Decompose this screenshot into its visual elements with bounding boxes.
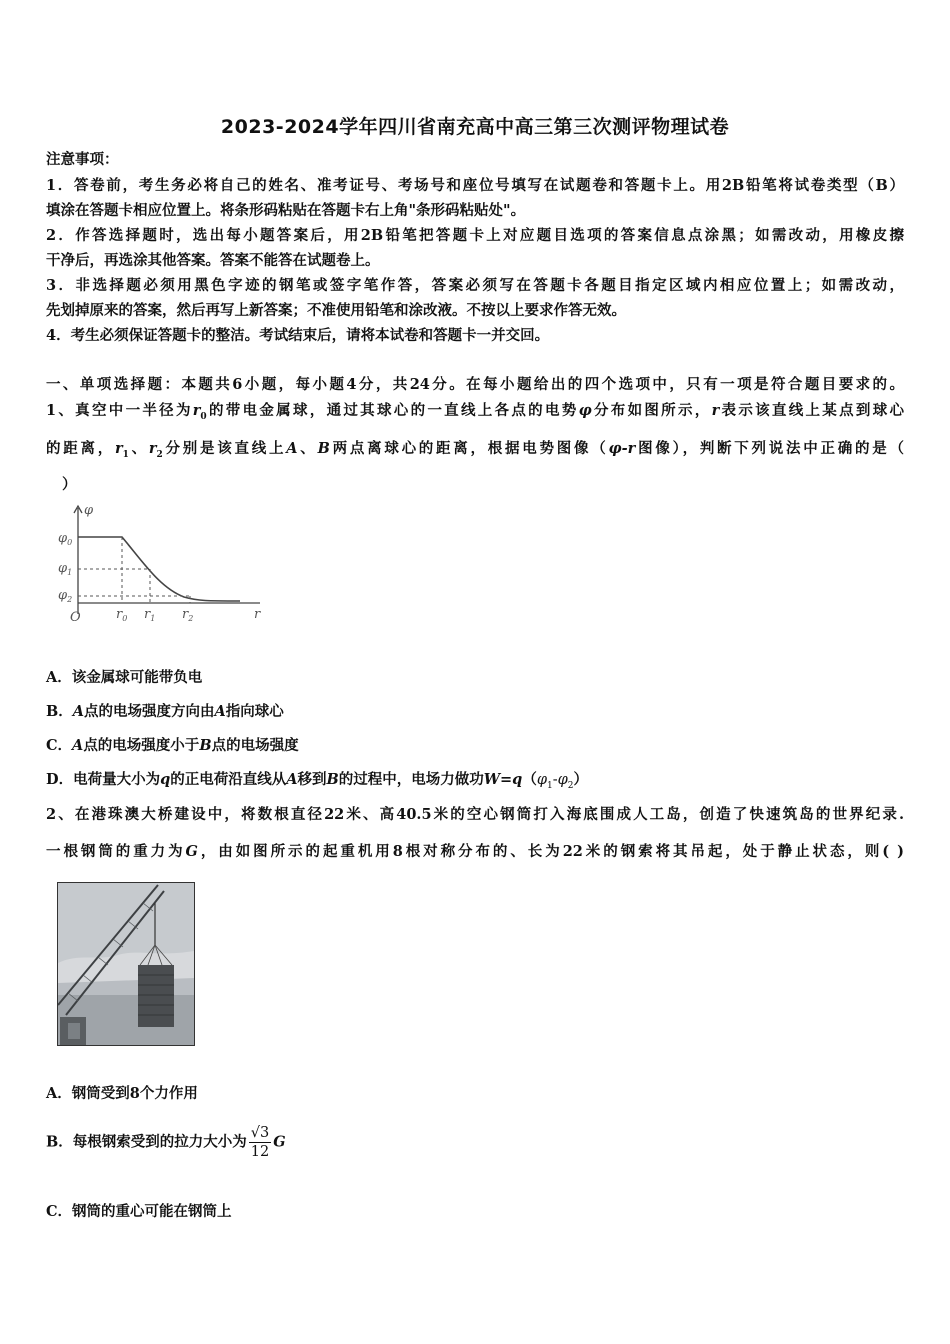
fraction: $\frac{√3}{12}$ [250, 1125, 270, 1160]
notice-line: 1．答卷前，考生务必将自己的姓名、准考证号、考场号和座位号填写在试题卷和答题卡上。用2B铅笔将试卷类型（B） [46, 177, 904, 194]
question-1-stem: ） [62, 476, 77, 493]
r0-label: $r_0$ [116, 607, 128, 623]
r1-label: $r_1$ [144, 607, 156, 623]
q2-option-b: B．每根钢索受到的拉力大小为 $\frac{√3}{12}$ G [46, 1125, 286, 1160]
q1-option-a: A．该金属球可能带负电 [46, 669, 203, 686]
notice-line: 干净后，再选涂其他答案。答案不能答在试题卷上。 [46, 252, 380, 269]
q1-option-d: D．电荷量大小为q的正电荷沿直线从A移到B的过程中，电场力做功$W=q(\varphi_1-\varphi_2)$ [46, 771, 589, 791]
q1-option-c: C．A点的电场强度小于B点的电场强度 [46, 737, 299, 754]
crane-photo [57, 882, 195, 1046]
r2-label: $r_2$ [182, 607, 194, 623]
origin-label: O [70, 610, 81, 625]
q2-option-c: C．钢筒的重心可能在钢筒上 [46, 1203, 232, 1220]
question-2-stem: 2、在港珠澳大桥建设中，将数根直径22米、高40.5米的空心钢筒打入海底围成人工岛，创造了快速筑岛的世界纪录. [46, 806, 904, 823]
section-heading: 一、单项选择题：本题共6小题，每小题4分，共24分。在每小题给出的四个选项中，只有一项是符合题目要求的。 [46, 376, 904, 393]
question-1-stem: 1、真空中一半径为$r_0$的带电金属球，通过其球心的一直线上各点的电势φ分布如图所示，r表示该直线上某点到球心 [46, 402, 905, 422]
phi-r-graph [48, 500, 276, 630]
phi1-label: $\varphi_1$ [58, 561, 73, 577]
q1-option-b: B．A点的电场强度方向由A指向球心 [46, 703, 284, 720]
notice-line: 2．作答选择题时，选出每小题答案后，用2B铅笔把答题卡上对应题目选项的答案信息点涂黑；如需改动，用橡皮擦 [46, 227, 904, 244]
notice-line: 填涂在答题卡相应位置上。将条形码粘贴在答题卡右上角"条形码粘贴处"。 [46, 202, 526, 219]
notice-line: 3．非选择题必须用黑色字迹的钢笔或签字笔作答，答案必须写在答题卡各题目指定区域内相应位置上；如需改动， [46, 277, 904, 294]
crane-photo-illustration [58, 883, 194, 1045]
notice-line: 4．考生必须保证答题卡的整洁。考试结束后，请将本试卷和答题卡一并交回。 [46, 327, 550, 344]
phi2-label: $\varphi_2$ [58, 588, 73, 604]
question-2-stem: 一根钢筒的重力为G，由如图所示的起重机用8根对称分布的、长为22米的钢索将其吊起，处于静止状态，则( ) [46, 843, 904, 860]
page-title: 2023-2024学年四川省南充高中高三第三次测评物理试卷 [220, 116, 730, 138]
notice-line: 先划掉原来的答案，然后再写上新答案；不准使用铅笔和涂改液。不按以上要求作答无效。 [46, 302, 626, 319]
phi-axis-label: φ [84, 503, 94, 518]
question-1-stem: 的距离，$r_1$、$r_2$分别是该直线上A、B两点离球心的距离，根据电势图像（φ-r图像），判断下列说法中正确的是（ [46, 440, 905, 460]
q2-option-a: A．钢筒受到8个力作用 [46, 1085, 198, 1102]
r-axis-label: r [254, 607, 261, 622]
phi0-label: $\varphi_0$ [58, 531, 73, 547]
notice-heading: 注意事项： [46, 151, 119, 168]
